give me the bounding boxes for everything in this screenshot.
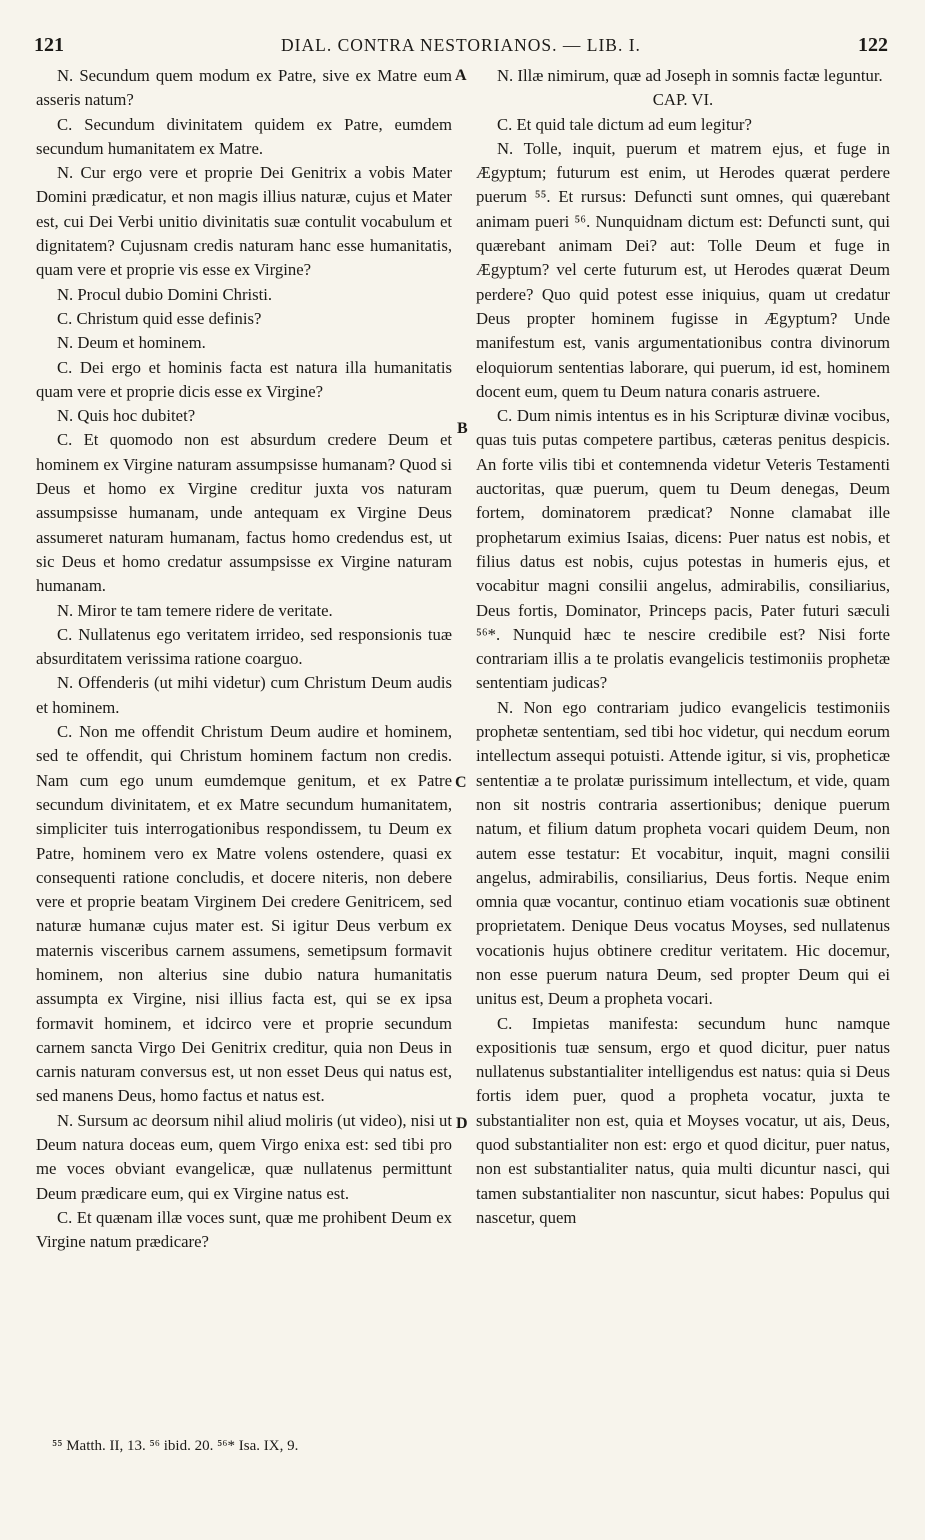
- paragraph: C. Nullatenus ego veritatem irrideo, sed responsionis tuæ absurditatem verissima ratione coarguo.: [36, 624, 452, 669]
- page-number-left: 121: [34, 34, 64, 56]
- paragraph: N. Cur ergo vere et proprie Dei Genitrix a vobis Mater Domini prædicatur, et non magis illius naturæ, cujus et Mater est, cui Dei Verbi unitio divinitatis suæ contulit vocabulum et dignitatem? Cujusnam credis naturam hanc esse humanitatis, quam vere et proprie vis esse ex Virgine?: [36, 163, 452, 280]
- footnotes: ⁵⁵ Matth. II, 13. ⁵⁶ ibid. 20. ⁵⁶* Isa. IX, 9.: [52, 1438, 299, 1454]
- paragraph: C. Impietas manifesta: secundum hunc namque expositionis tuæ sensum, ergo et quod dicitur, puer natus nullatenus substantialiter intelligendus est natus: quia si Deus fortis idem puer, quod a propheta vocatur, juxta te substantialiter non est, quia et Moyses vocatur, ut ais, Deus, quod substantialiter non est: ergo et quod dicitur, puer natus, non est substantialiter natus, quia multi dicuntur nasci, qui tamen substantialiter non nascuntur, sicut habes: Populus qui nascetur, quem: [476, 1013, 890, 1227]
- paragraph: N. Procul dubio Domini Christi.: [57, 284, 273, 304]
- paragraph: C. Christum quid esse definis?: [57, 308, 262, 328]
- page-header: [34, 34, 888, 58]
- paragraph: N. Quis hoc dubitet?: [57, 406, 196, 426]
- paragraph: C. Secundum divinitatem quidem ex Patre, eumdem secundum humanitatem ex Matre.: [36, 114, 452, 158]
- paragraph: C. Dei ergo et hominis facta est natura illa humanitatis quam vere et proprie dicis esse ex Virgine?: [36, 357, 452, 401]
- paragraph: N. Illæ nimirum, quæ ad Joseph in somnis factæ leguntur.: [497, 66, 883, 85]
- right-column: [476, 64, 890, 1230]
- paragraph: C. Non me offendit Christum Deum audire et hominem, sed te offendit, qui Christum hominem factum non credis. Nam cum ego unum eumdemque genitum, et ex Patre secundum divinitatem, et ex Matre secundum humanitatem, simpliciter tuis interrogationibus respondissem, tu Deum ex Patre, hominem vero ex Matre volens ostendere, quasi ex consequenti ratione concludis, et docere niteris, non debere vere et proprie beatam Virginem Dei credere Genitricem, sed naturæ humanæ cujus mater est. Si igitur Deus verbum ex maternis visceribus carnem assumens, semetipsum formavit hominem, non alterius sine dubio natura humanitatis assumpta ex Virgine, nisi illius facta est, qui se ex ipsa formavit hominem, et idcirco vere et proprie secundum carnem sancta Virgo Dei Genitrix creditur, quia non Deus in carnis naturam conversus est, ut non esset Deus qui natus est, sed manens Deus, homo factus et natus est.: [36, 722, 452, 1106]
- paragraph: N. Secundum quem modum ex Patre, sive ex Matre eum asseris natum?: [36, 66, 452, 110]
- paragraph: C. Et quomodo non est absurdum credere Deum et hominem ex Virgine naturam assumpsisse humanam? Quod si Deus et homo ex Virgine creditur juxta vos naturam assumpsisse humanam, unde antequam ex Virgine Deus assumeret naturam humanam, factus homo credendus est, ut sic Deus et homo credatur assumpsisse ex Virgine naturam humanam.: [36, 430, 452, 596]
- section-marker-a: A: [455, 67, 467, 84]
- paragraph: C. Et quænam illæ voces sunt, quæ me prohibent Deum ex Virgine natum prædicare?: [36, 1207, 452, 1252]
- paragraph: C. Et quid tale dictum ad eum legitur?: [497, 114, 752, 134]
- chapter-heading: CAP. VI.: [652, 90, 714, 110]
- page-number-right: 122: [858, 34, 888, 56]
- paragraph: C. Dum nimis intentus es in his Scripturæ divinæ vocibus, quas tuis putas competere partibus, cæteras penitus despicis. An forte vilis tibi et contemnenda videtur Veteris Testamenti auctoritas, quæ puerum, quem tu Deum denegas, Deum fortem, dominatorem prædicat? Nonne clamabat ille prophetarum eximius Isaias, dicens: Puer natus est nobis, et filius datus est nobis, cujus potestas in humeris ejus, et vocabitur magni consilii angelus, admirabilis, consiliarius, Deus fortis, Dominator, Princeps pacis, Pater futuri sæculi ⁵⁶*. Nunquid hæc te nescire credibile est? Nisi forte contrariam illis a te prolatis evangelicis testimoniis prophetæ sententiam judicas?: [476, 406, 890, 693]
- left-column: [36, 64, 452, 1255]
- section-marker-d: D: [456, 1115, 468, 1132]
- running-title: DIAL. CONTRA NESTORIANOS. — LIB. I.: [281, 35, 641, 55]
- paragraph: N. Deum et hominem.: [57, 333, 206, 353]
- section-marker-b: B: [457, 420, 468, 437]
- paragraph: N. Non ego contrariam judico evangelicis testimoniis prophetæ sententiam, sed tibi hoc videtur, qui necdum eorum intellectum assequi potuisti. Attende igitur, si vis, propheticæ sententiæ a te prolatæ purissimum intellectum, et vide, quam non sit nostris contraria assertionibus; denique puerum natum, et filium datum propheta vocari quidem Deum, non autem esse testatur: Et vocabitur, inquit, magni consilii angelus, admirabilis, consiliarius, Deus fortis. Neque enim omnia quæ vocantur, continuo etiam vocationis suæ obtinent proprietatem. Denique Deus vocatus Moyses, sed nullatenus vocationis hujus obtinere creditur veritatem. Hic docemur, non esse puerum natura Deum, sed propter Deum qui ei unitus est, Deum a propheta vocari.: [476, 697, 890, 1009]
- paragraph: N. Offenderis (ut mihi videtur) cum Christum Deum audis et hominem.: [36, 673, 452, 717]
- paragraph: N. Miror te tam temere ridere de veritate.: [57, 600, 333, 620]
- paragraph: N. Sursum ac deorsum nihil aliud moliris (ut video), nisi ut Deum natura doceas eum, quem Virgo enixa est: sed tibi pro me voces obviant evangelicæ, quæ nullatenus permittunt Deum prædicare eum, qui ex Virgine natus est.: [36, 1110, 452, 1203]
- paragraph: N. Tolle, inquit, puerum et matrem ejus, et fuge in Ægyptum; futurum est enim, ut Herodes quærat perdere puerum ⁵⁵. Et rursus: Defuncti sunt omnes, qui quærebant animam pueri ⁵⁶. Nunquidnam dictum est: Defuncti sunt, qui quærebant animam Dei? aut: Tolle Deum et fuge in Ægyptum? vel certe futurum est, ut Herodes quærat Deum perdere? Quo quid potest esse iniquius, quam ut credatur Deus propter hominem fugisse in Ægyptum? Unde manifestum est, vanis argumentationibus contra divinorum eloquiorum sententias laborare, qui puerum, id est, hominem docent eum, quem tu Deum natura conaris astruere.: [476, 138, 890, 401]
- section-marker-c: C: [455, 774, 467, 791]
